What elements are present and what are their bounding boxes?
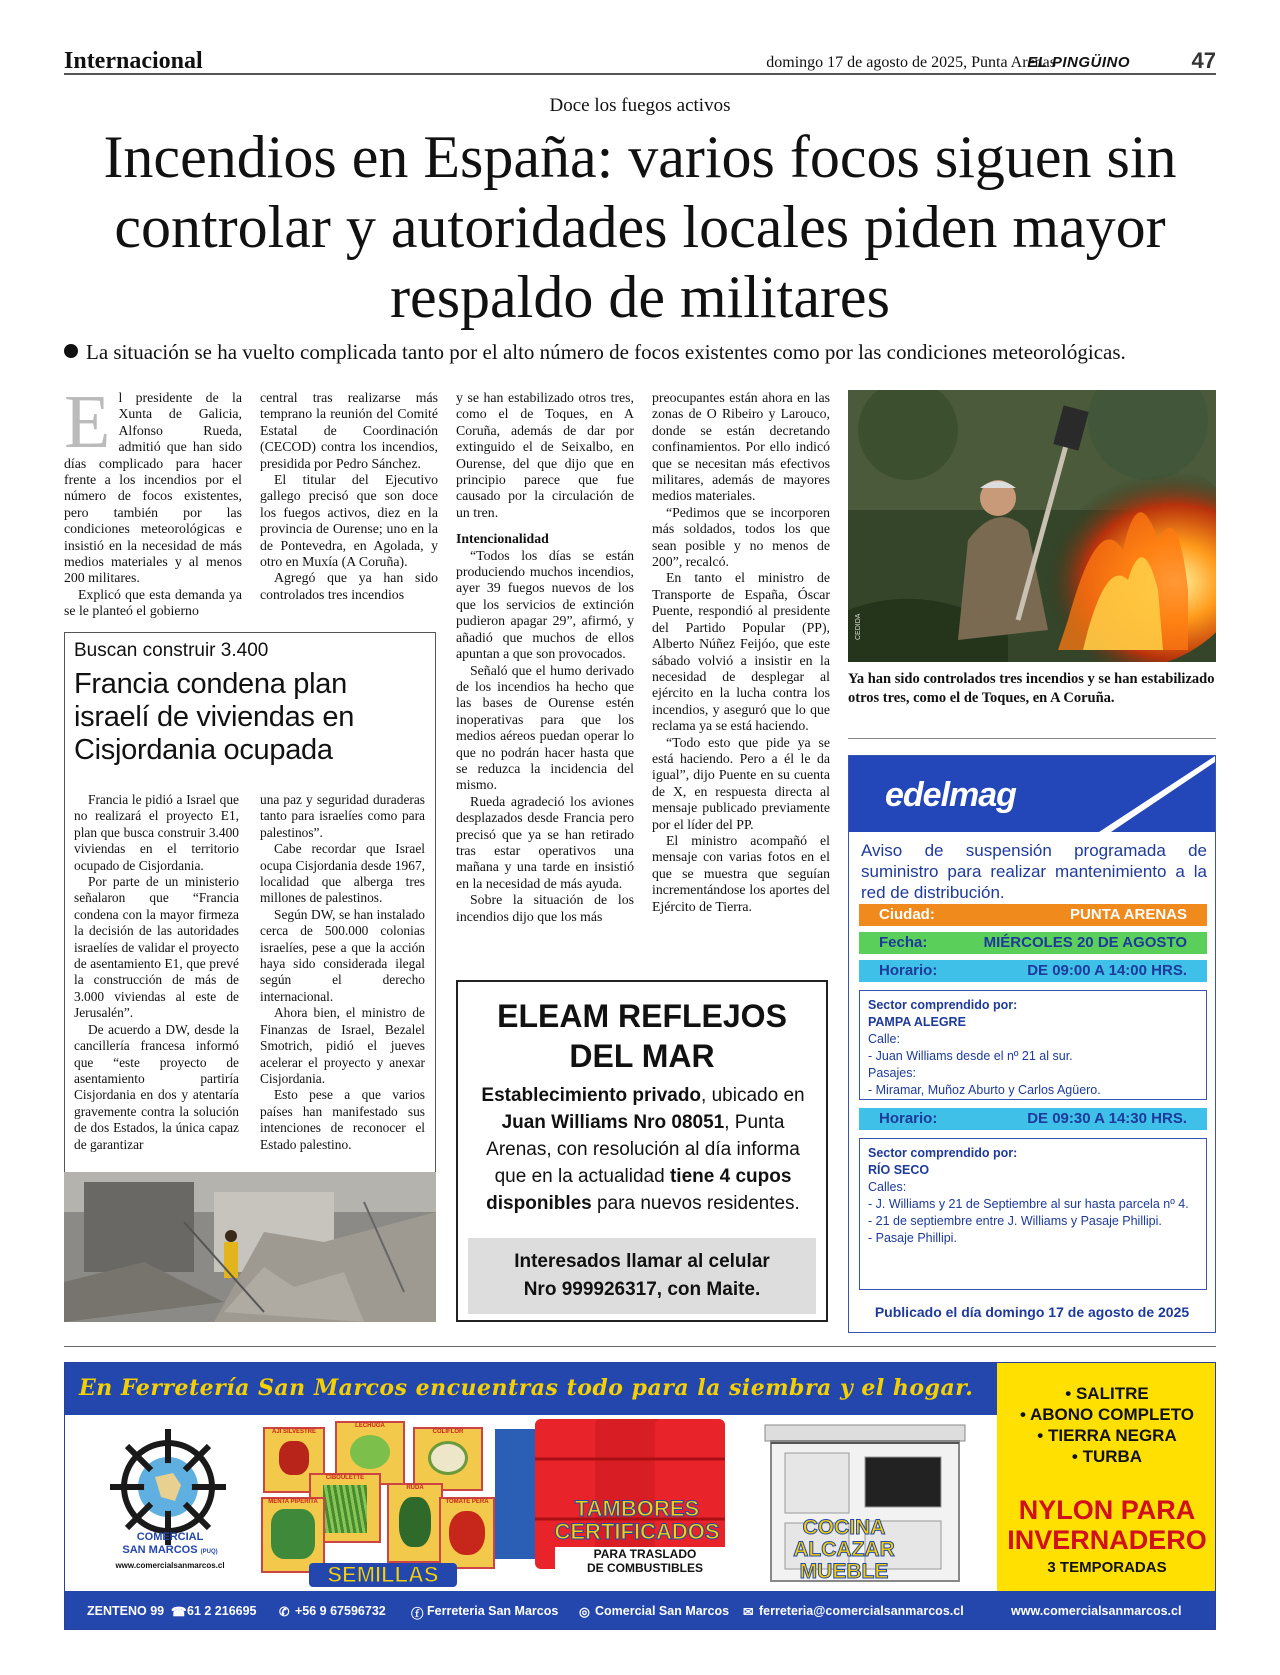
sub-article-kicker: Buscan construir 3.400 xyxy=(74,640,269,661)
contact-footer xyxy=(65,1591,1216,1630)
rubble-photo xyxy=(64,1172,436,1322)
drop-cap: E xyxy=(64,380,111,464)
eleam-address: Juan Williams Nro 08051 xyxy=(501,1112,725,1133)
address: ZENTENO 99 xyxy=(87,1604,165,1618)
eleam-text: para nuevos residentes. xyxy=(591,1193,800,1214)
paragraph: Por parte de un ministerio señalaron que “Francia condena con la mayor firmeza la decisión de las autoridades israelíes de validar el proyecto de asentamiento E1, que prevé la construcción de más de 3.000 viviendas al este de Jerusalén”. xyxy=(74,874,239,1021)
cocina-line: COCINA xyxy=(802,1516,886,1539)
cocina-label xyxy=(779,1517,909,1583)
tambores-sub xyxy=(555,1547,735,1575)
header-rule xyxy=(64,73,1216,75)
edelmag-logo: edelmag xyxy=(885,776,1016,814)
tambores-line: CERTIFICADOS xyxy=(554,1519,720,1544)
sector-name: RÍO SECO xyxy=(868,1163,930,1177)
email: ferreteria@comercialsanmarcos.cl xyxy=(759,1604,964,1618)
paragraph: Según DW, se han instalado cerca de 500.000 colonias israelíes, pese a que la acción haya sido considerada ilegal según el derecho internacional. xyxy=(260,906,425,1004)
sector-street: - J. Williams y 21 de Septiembre al sur hasta parcela nº 4. xyxy=(868,1197,1189,1211)
facebook-icon: ⓕ xyxy=(411,1607,424,1621)
facebook: Ferreteria San Marcos xyxy=(427,1604,559,1618)
date-value: MIÉRCOLES 20 DE AGOSTO xyxy=(983,934,1187,951)
sector-label: Calles: xyxy=(868,1180,907,1194)
edelmag-advertisement xyxy=(848,755,1216,1333)
paragraph: Explicó que esta demanda ya se le planteó el gobierno xyxy=(64,586,242,619)
paragraph: Cabe recordar que Israel ocupa Cisjordania desde 1967, localidad que alberga tres millones de palestinos. xyxy=(260,841,425,906)
paragraph: El titular del Ejecutivo gallego precisó que son doce los fuegos activos, diez en la provincia de Ourense; uno en la de Pontevedra, en Agolada, y otro en Muxía (A Coruña). xyxy=(260,472,438,570)
article-column-3 xyxy=(456,390,634,925)
sector-label: Pasajes: xyxy=(868,1066,916,1080)
nylon-line: NYLON PARA xyxy=(1018,1495,1196,1525)
paragraph: Esto pese a que varios países han manifestado sus intenciones de reconocer el Estado palestino. xyxy=(260,1087,425,1152)
nylon-promo xyxy=(997,1495,1216,1555)
semillas-label: SEMILLAS xyxy=(309,1563,457,1587)
nylon-seasons: 3 TEMPORADAS xyxy=(1047,1559,1167,1576)
wildfire-photo-illustration xyxy=(848,390,1216,662)
store-name: SAN MARCOS xyxy=(122,1544,198,1556)
article-kicker: Doce los fuegos activos xyxy=(549,95,731,116)
edelmag-city-row xyxy=(859,904,1207,926)
ferreteria-banner xyxy=(65,1363,997,1415)
tambores-line: TAMBORES xyxy=(574,1496,700,1521)
paragraph: “Todo esto que pide ya se está haciendo. Pero a él le da igual”, dijo Puente en su cuenta de X, en respuesta directa al mensaje publicado previamente por el líder del PP. xyxy=(652,734,830,832)
website: www.comercialsanmarcos.cl xyxy=(1011,1604,1182,1618)
sector-street: - Pasaje Phillipi. xyxy=(868,1231,957,1245)
eleam-vacancies: tiene 4 cupos disponibles xyxy=(486,1166,792,1214)
products-list xyxy=(997,1383,1216,1467)
article-headline: Incendios en España: varios focos siguen sin controlar y autoridades locales piden mayor respaldo de militares xyxy=(103,124,1177,330)
cocina-line: MUEBLE xyxy=(799,1560,889,1583)
article-column-1 xyxy=(64,380,242,620)
seed-packet: AJÍ SILVESTRE xyxy=(263,1427,325,1493)
whatsapp: +56 9 67596732 xyxy=(295,1604,386,1618)
phone-icon: ☎ xyxy=(171,1605,187,1619)
date-label: Fecha: xyxy=(879,934,928,951)
sector-street: - Miramar, Muñoz Aburto y Carlos Agüero. xyxy=(868,1083,1101,1097)
rubble-photo-illustration xyxy=(64,1172,436,1322)
bullet-icon xyxy=(64,344,78,358)
tambores-sub-line: PARA TRASLADO xyxy=(593,1547,697,1561)
seed-packet: COLIFLOR xyxy=(413,1427,483,1491)
wildfire-photo xyxy=(848,390,1216,662)
store-web: www.comercialsanmarcos.cl xyxy=(115,1561,225,1570)
lead-text: La situación se ha vuelto complicada tanto por el alto número de focos existentes como por las condiciones meteorológicas. xyxy=(86,340,1126,364)
paragraph: preocupantes están ahora en las zonas de O Ribeiro y Larouco, donde se están decretando confinamientos. Por ello indicó que se necesitan más efectivos militares, además de mayores medios materiales. xyxy=(652,390,830,504)
eleam-title-line: DEL MAR xyxy=(569,1038,715,1074)
whatsapp-icon: ✆ xyxy=(279,1605,290,1619)
paragraph: Francia le pidió a Israel que no realizará el proyecto E1, plan que busca construir 3.400 viviendas en el territorio ocupado de Cisjordania. xyxy=(74,792,239,873)
hours-value: DE 09:30 A 14:30 HRS. xyxy=(1027,1110,1187,1127)
email-icon: ✉ xyxy=(743,1605,754,1619)
hours-value: DE 09:00 A 14:00 HRS. xyxy=(1027,962,1187,979)
paragraph: Ahora bien, el ministro de Finanzas de Israel, Bezalel Smotrich, pidió el jueves acelerar el proyecto y anexar Cisjordania. xyxy=(260,1005,425,1086)
edelmag-sector-2 xyxy=(859,1138,1207,1290)
product-item: • TIERRA NEGRA xyxy=(1037,1426,1177,1445)
article-subhead: Intencionalidad xyxy=(456,531,549,547)
store-name: COMERCIAL xyxy=(136,1531,204,1543)
sub-article-headline: Francia condena plan israelí de viviendas en Cisjordania ocupada xyxy=(74,668,355,766)
edelmag-banner xyxy=(849,756,1215,832)
products-list-box xyxy=(997,1363,1216,1591)
hours-label: Horario: xyxy=(879,1110,938,1127)
product-item: • ABONO COMPLETO xyxy=(1019,1405,1195,1424)
edelmag-sector-1 xyxy=(859,990,1207,1100)
paragraph: central tras realizarse más temprano la reunión del Comité Estatal de Coordinación (CECOD) contra los incendios, presidida por Pedro Sánchez. xyxy=(260,390,438,471)
page-number: 47 xyxy=(1191,48,1216,73)
eleam-title xyxy=(458,996,826,1076)
edelmag-date-row xyxy=(859,932,1207,954)
sub-article-column-1 xyxy=(74,792,239,1153)
sector-street: - 21 de septiembre entre J. Williams y Pasaje Phillipi. xyxy=(868,1214,1162,1228)
instagram-icon: ◎ xyxy=(579,1605,590,1619)
eleam-title-line: ELEAM REFLEJOS xyxy=(497,998,787,1034)
photo-caption: Ya han sido controlados tres incendios y se han estabilizado otros tres, como el de Toques, en A Coruña. xyxy=(848,671,1215,706)
sector-label: Calle: xyxy=(868,1032,900,1046)
product-item: • TURBA xyxy=(1071,1447,1143,1466)
ferreteria-slogan: En Ferretería San Marcos encuentras todo para la siembra y el hogar. xyxy=(79,1375,974,1401)
seed-packet: LECHUGA xyxy=(335,1421,405,1485)
eleam-advertisement xyxy=(456,980,828,1322)
article-lead xyxy=(64,340,1216,365)
cocina-line: ALCAZAR xyxy=(793,1538,895,1561)
paragraph: De acuerdo a DW, desde la cancillería francesa informó que “este proyecto de asentamiento partiría Cisjordania en dos y atentaría gravemente contra la solución de dos Estados, la única capaz de garantizar xyxy=(74,1021,239,1152)
eleam-contact-box xyxy=(468,1238,816,1314)
divider xyxy=(848,738,1216,739)
article-column-4 xyxy=(652,390,830,915)
seed-packet: CIBOULETTE xyxy=(309,1473,381,1543)
article-column-2 xyxy=(260,390,438,603)
eleam-contact-line: Interesados llamar al celular xyxy=(514,1251,770,1272)
paragraph: Señaló que el humo derivado de los incendios ha hecho que las bases de Ourense estén inoperativas para que los medios aéreos puedan operar lo que no podrán hacer hasta que se reduzca la incidencia del mismo. xyxy=(456,662,634,793)
sector-name: PAMPA ALEGRE xyxy=(868,1015,966,1029)
eleam-bold-text: Establecimiento privado xyxy=(481,1085,702,1106)
sector-street: - Juan Williams desde el nº 21 al sur. xyxy=(868,1049,1073,1063)
paragraph: “Todos los días se están produciendo muchos incendios, ayer 39 fuegos nuevos de los que los servicios de extinción pudieron apagar 29”, afirmó, y añadió que muchos de ellos apuntan a que son provocados. xyxy=(456,547,634,662)
store-logo-text xyxy=(85,1531,255,1572)
photo-credit: CEDIDA xyxy=(855,613,862,640)
nylon-line: INVERNADERO xyxy=(1007,1525,1207,1555)
eleam-text: , Punta Arenas, con resolución al día informa que en la actualidad xyxy=(486,1112,800,1187)
paragraph: En tanto el ministro de Transporte de España, Óscar Puente, respondió al presidente del Partido Popular (PP), Alberto Núñez Feijóo, que este sábado volvió a insistir en la necesidad de desplegar al ejército en la lucha contra los incendios, y aseguró que lo que reclama ya se está haciendo. xyxy=(652,570,830,734)
paragraph: l presidente de la Xunta de Galicia, Alfonso Rueda, admitió que han sido días complicado para hacer frente a los incendios por el número de focos existentes, pero también por las condiciones meteorológicas e insistió en la necesidad de más medios materiales y al menos 200 militares. xyxy=(64,390,242,586)
section-title: Internacional xyxy=(64,48,203,74)
issue-date: domingo 17 de agosto de 2025, Punta Arenas xyxy=(766,54,1056,71)
tambores-label xyxy=(539,1497,735,1543)
newspaper-brand: EL PINGÜINO xyxy=(1027,54,1130,71)
seed-packet: MENTA PIPERITA xyxy=(261,1497,325,1573)
instagram: Comercial San Marcos xyxy=(595,1604,730,1618)
ferreteria-advertisement xyxy=(64,1362,1216,1630)
city-value: PUNTA ARENAS xyxy=(1070,906,1187,923)
paragraph: Rueda agradeció los aviones desplazados desde Francia pero precisó que ya se han retirado tras estar operativos una mañana y una tarde en insistió en la necesidad de más ayuda. xyxy=(456,793,634,891)
store-suffix: (PUQ) xyxy=(200,1549,218,1555)
edelmag-hours-row-2 xyxy=(859,1108,1207,1130)
edelmag-hours-row-1 xyxy=(859,960,1207,982)
phone: 61 2 216695 xyxy=(187,1604,257,1618)
paragraph: “Pedimos que se incorporen más soldados, todos los que sean posible y no menos de 200”, recalcó. xyxy=(652,504,830,570)
paragraph: una paz y seguridad duraderas tanto para israelíes como para palestinos”. xyxy=(260,792,425,840)
eleam-contact-line: Nro 999926317, con Maite. xyxy=(523,1279,761,1300)
eleam-text: , ubicado en xyxy=(701,1085,805,1106)
paragraph: Sobre la situación de los incendios dijo que los más xyxy=(456,892,634,924)
tambores-sub-line: DE COMBUSTIBLES xyxy=(586,1561,703,1575)
product-item: • SALITRE xyxy=(1065,1384,1149,1403)
seed-packet: TOMATE PERA xyxy=(439,1497,495,1569)
edelmag-notice: Aviso de suspensión programada de suministro para realizar mantenimiento a la red de distribución. xyxy=(861,841,1207,902)
paragraph: Agregó que ya han sido controlados tres incendios xyxy=(260,570,438,602)
sub-article-column-2 xyxy=(260,792,425,1153)
paragraph: El ministro acompañó el mensaje con varias fotos en el que se muestra que seguían incrementándose los aportes del Ejército de Tierra. xyxy=(652,832,830,914)
edelmag-published-date: Publicado el día domingo 17 de agosto de 2025 xyxy=(874,1304,1190,1320)
paragraph: y se han estabilizado otros tres, como el de Toques, en A Coruña, además de dar por extinguido el de Seixalbo, en Ourense, del que dijo que en principio parece que fue causado por la circulación de un tren. xyxy=(456,390,634,520)
hours-label: Horario: xyxy=(879,962,938,979)
sector-title: Sector comprendido por: xyxy=(868,1146,1018,1160)
divider xyxy=(64,1346,1216,1347)
seed-packet: RUDA xyxy=(387,1483,443,1563)
eleam-body xyxy=(468,1082,818,1217)
city-label: Ciudad: xyxy=(879,906,935,923)
sector-title: Sector comprendido por: xyxy=(868,998,1018,1012)
